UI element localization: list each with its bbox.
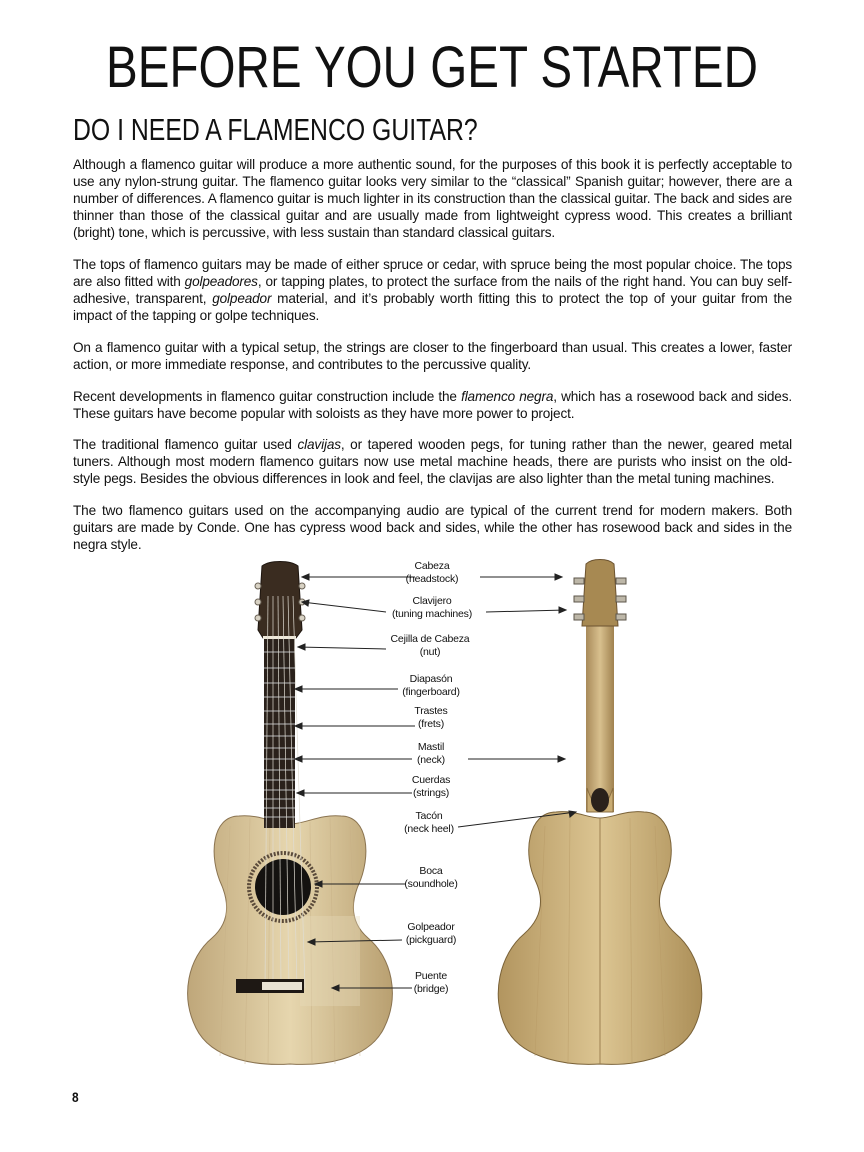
label-tacon <box>374 810 484 836</box>
label-clavijero <box>377 595 487 621</box>
front-guitar <box>188 562 393 1065</box>
saddle <box>262 982 302 990</box>
label-sub: (bridge) <box>413 983 449 995</box>
italic-term: flamenco negra <box>461 388 554 404</box>
label-name: Diapasón <box>409 673 453 685</box>
label-sub: (neck heel) <box>404 823 454 835</box>
label-boca <box>376 865 486 891</box>
label-golpeador <box>376 921 486 947</box>
paragraph <box>73 502 792 553</box>
label-sub: (neck) <box>417 754 445 766</box>
label-name: Trastes <box>414 705 448 717</box>
italic-term: clavijas <box>297 437 341 453</box>
label-sub: (strings) <box>412 787 450 799</box>
label-trastes <box>376 705 486 731</box>
label-sub: (nut) <box>419 646 441 658</box>
text-run: , or tapping plates, to protect the surface from the nails of the right hand. You can buy self-adhesive, transparent, <box>73 274 793 307</box>
label-mastil <box>376 741 486 767</box>
label-name: Cejilla de Cabeza <box>390 633 470 645</box>
back-guitar <box>498 560 702 1065</box>
paragraph <box>73 436 792 487</box>
paragraph <box>73 156 792 241</box>
label-diapason <box>376 673 486 699</box>
label-sub: (headstock) <box>405 573 459 585</box>
page-title: BEFORE YOU GET STARTED <box>106 35 758 100</box>
back-headstock <box>582 560 618 627</box>
label-name: Mastil <box>417 741 445 753</box>
label-puente <box>376 970 486 996</box>
front-body <box>188 816 393 1065</box>
text-run: material, and it’s probably worth fitting this to protect the top of your guitar from the impact of the tapping or golpe techniques. <box>73 291 792 324</box>
text-run: Although a flamenco guitar will produce a more authentic sound, for the purposes of this book it is perfectly acceptable to use any nylon-strung guitar. The flamenco guitar looks very similar to the “classical” Spanish guitar; however, there are a number of differences. A flamenco guitar is much lighter in its construction than the classical guitar. The back and sides are thinner than those of the classical guitar and are usually made from lightweight cypress wood. This creates a brilliant (bright) tone, which is percussive, with less sustain than standard classical guitars. <box>73 157 792 241</box>
paragraph <box>73 256 792 324</box>
label-cabeza <box>377 560 487 586</box>
text-run: The traditional flamenco guitar used <box>73 437 298 453</box>
pickguard <box>300 916 360 1006</box>
label-cejilla <box>375 633 485 659</box>
text-run: , which has a rosewood back and sides. These guitars have become popular with soloists as they have more power to project. <box>73 388 792 421</box>
text-run: On a flamenco guitar with a typical setup, the strings are closer to the fingerboard than usual. This creates a lower, faster action, or more immediate response, and contributes to the percussive quality. <box>73 339 792 372</box>
italic-term: golpeador <box>212 291 272 307</box>
label-cuerdas <box>376 774 486 800</box>
label-sub: (frets) <box>417 718 444 730</box>
italic-term: golpeadores <box>184 274 258 290</box>
text-run: Recent developments in flamenco guitar construction include the <box>73 388 462 404</box>
label-name: Tacón <box>415 810 443 822</box>
label-sub: (tuning machines) <box>391 608 473 620</box>
label-sub: (fingerboard) <box>402 686 460 698</box>
text-run: The two flamenco guitars used on the accompanying audio are typical of the current trend for modern makers. Both guitars are made by Conde. One has cypress wood back and sides, while the other has rosewood back and sides in the negra style. <box>73 503 792 553</box>
headstock <box>258 562 302 639</box>
paragraph <box>73 339 792 373</box>
back-neck <box>586 626 614 812</box>
heel-cap <box>591 788 609 812</box>
label-name: Cuerdas <box>411 774 451 786</box>
section-heading: DO I NEED A FLAMENCO GUITAR? <box>73 112 478 147</box>
body-text <box>73 156 792 568</box>
paragraph <box>73 388 792 422</box>
label-sub: (pickguard) <box>405 934 457 946</box>
label-name: Cabeza <box>414 560 450 572</box>
label-name: Puente <box>414 970 448 982</box>
label-name: Clavijero <box>412 595 452 607</box>
label-sub: (soundhole) <box>404 878 458 890</box>
label-name: Golpeador <box>407 921 455 933</box>
text-run: The tops of flamenco guitars may be made of either spruce or cedar, with spruce being the most popular choice. The tops are also fitted with <box>73 256 792 290</box>
label-name: Boca <box>419 865 443 877</box>
text-run: , or tapered wooden pegs, for tuning rather than the newer, geared metal tuners. Although most modern flamenco guitars now use metal machine heads, there are purists who insist on the old-style pegs. Besides the obvious differences in look and feel, the clavijas are also lighter than the metal tuning machines. <box>73 437 792 487</box>
page-number: 8 <box>72 1089 79 1105</box>
